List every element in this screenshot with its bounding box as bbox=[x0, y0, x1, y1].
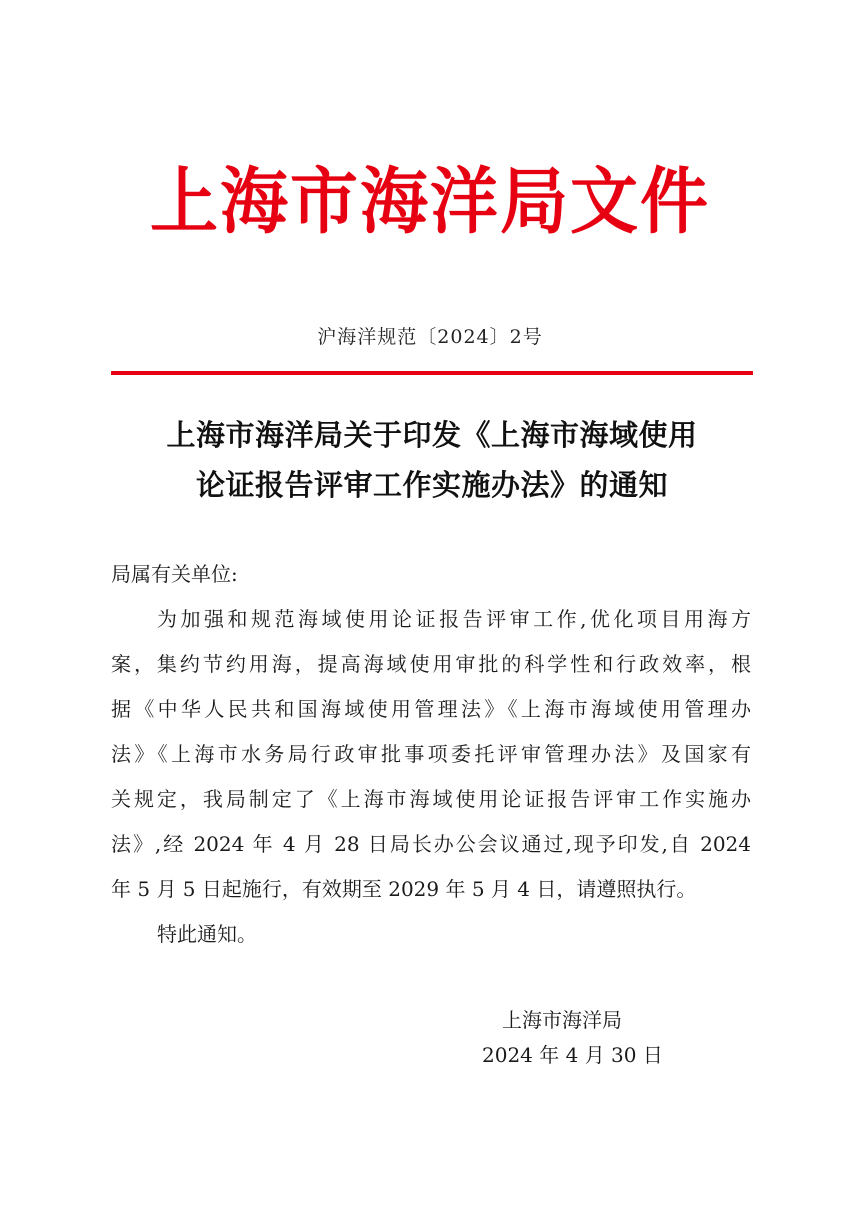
document-number: 沪海洋规范〔2024〕2号 bbox=[317, 326, 543, 348]
body-line: 法》,经 2024 年 4 月 28 日局长办公会议通过,现予印发,自 2024 bbox=[111, 832, 751, 856]
notice-title bbox=[110, 410, 754, 510]
signature-block bbox=[482, 1003, 662, 1073]
body-line: 年 5 月 5 日起施行，有效期至 2029 年 5 月 4 日，请遵照执行。 bbox=[111, 877, 697, 901]
signature-organization: 上海市海洋局 bbox=[502, 1008, 622, 1032]
masthead-title: 上海市海洋局文件 bbox=[149, 159, 710, 245]
salutation: 局属有关单位: bbox=[111, 562, 238, 586]
body-line: 据《中华人民共和国海域使用管理法》《上海市海域使用管理办 bbox=[111, 697, 751, 721]
body-line: 案，集约节约用海，提高海域使用审批的科学性和行政效率，根 bbox=[111, 652, 751, 676]
body-line: 法》《上海市水务局行政审批事项委托评审管理办法》及国家有 bbox=[111, 742, 751, 766]
notice-title-line-2: 论证报告评审工作实施办法》的通知 bbox=[195, 468, 668, 502]
notice-body bbox=[111, 552, 751, 957]
notice-title-line-1: 上海市海洋局关于印发《上海市海域使用 bbox=[166, 418, 698, 452]
red-divider-line bbox=[111, 371, 753, 375]
body-line: 为加强和规范海域使用论证报告评审工作,优化项目用海方 bbox=[157, 607, 751, 631]
body-line: 关规定，我局制定了《上海市海域使用论证报告评审工作实施办 bbox=[111, 787, 751, 811]
closing-remark: 特此通知。 bbox=[157, 922, 257, 946]
signature-date: 2024 年 4 月 30 日 bbox=[482, 1043, 663, 1067]
